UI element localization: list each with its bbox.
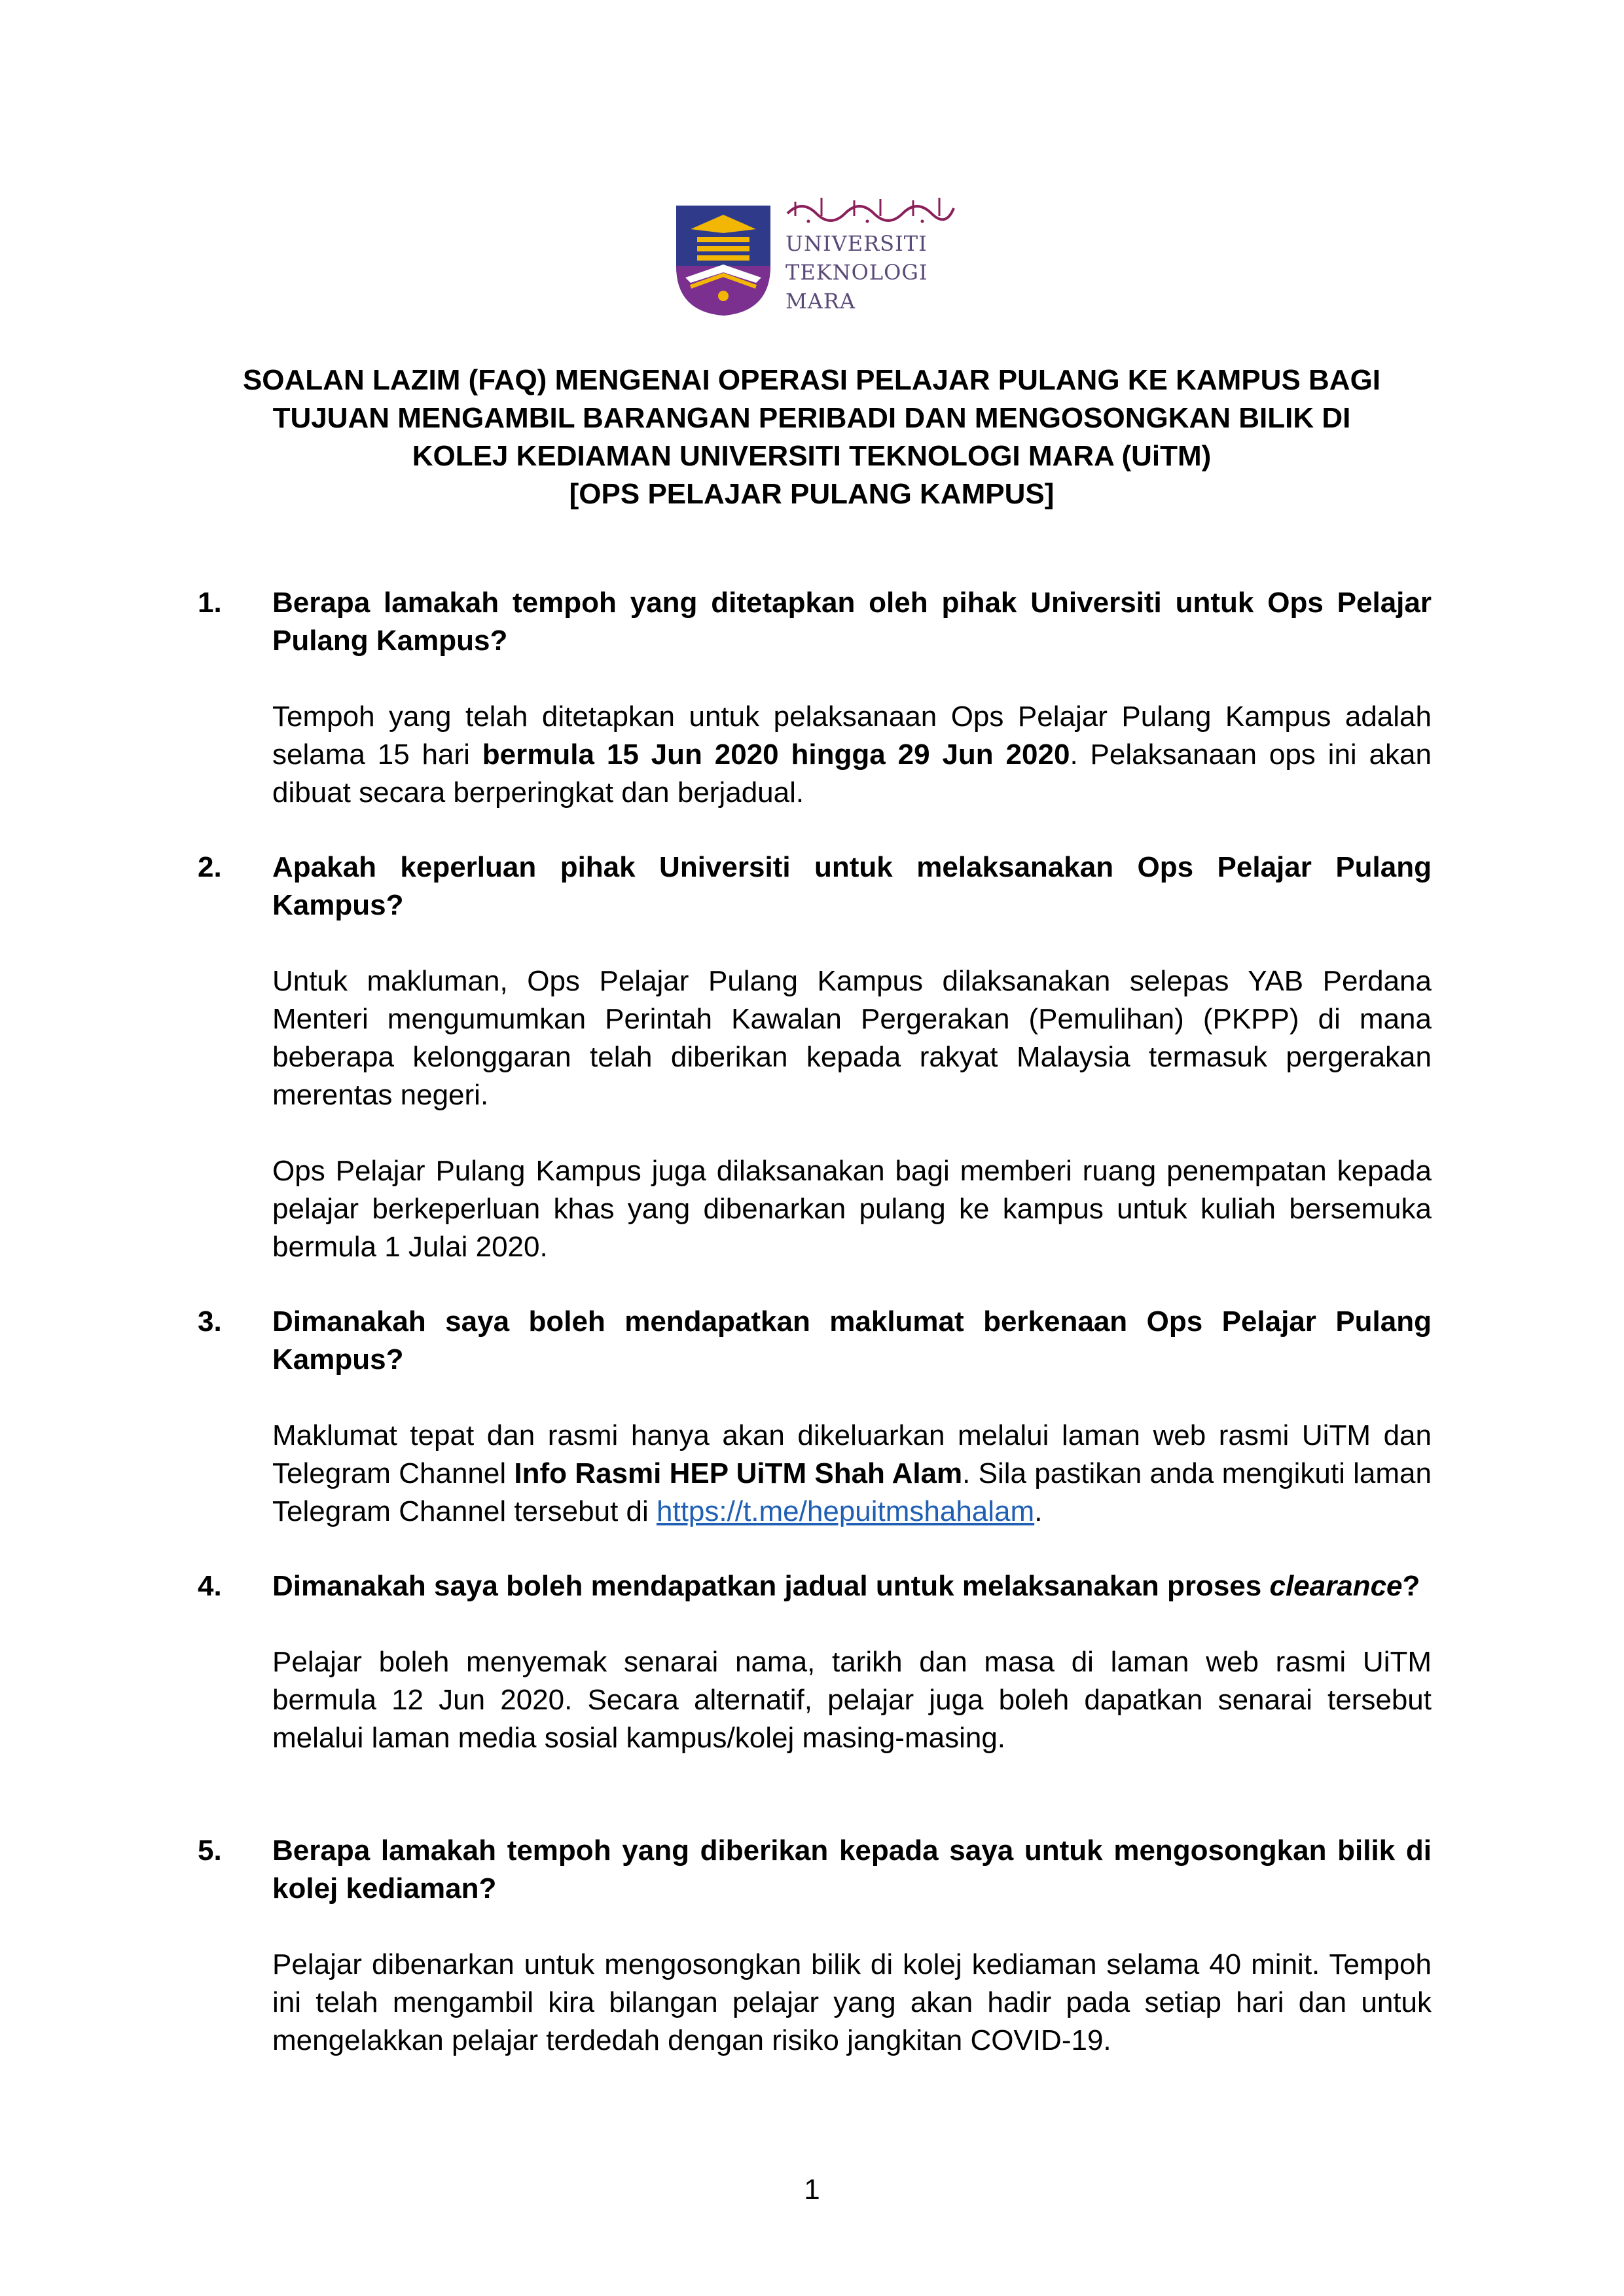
logo-word-universiti: UNIVERSITI (785, 231, 928, 256)
faq-answer: Ops Pelajar Pulang Kampus juga dilaksanakan bagi memberi ruang penempatan kepada pelajar berkeperluan khas yang dibenarkan pulang ke kampus untuk kuliah bersemuka bermula 1 Julai 2020. (272, 1155, 1432, 1263)
answer-text: Tempoh yang telah ditetapkan untuk pelaksanaan Ops Pelajar Pulang Kampus adalah selama 15 hari (272, 701, 1432, 771)
page-number: 1 (804, 2174, 820, 2206)
question-text: Dimanakah saya boleh mendapatkan jadual untuk melaksanakan proses (272, 1570, 1270, 1602)
uitm-logo (671, 194, 959, 325)
answer-text: . Pelaksanaan ops ini akan dibuat secara berperingkat dan berjadual. (272, 738, 1432, 809)
logo-word-mara: MARA (785, 289, 856, 314)
document-title (131, 361, 1492, 513)
uitm-shield-icon (671, 200, 776, 318)
faq-item-4 (198, 1567, 1432, 1757)
question-italic-text: clearance (1269, 1570, 1403, 1602)
title-line-4: [OPS PELAJAR PULANG KAMPUS] (569, 478, 1055, 510)
faq-number: 4. (198, 1570, 222, 1602)
telegram-channel-link[interactable]: https://t.me/hepuitmshahalam (657, 1495, 1035, 1527)
title-line-2: TUJUAN MENGAMBIL BARANGAN PERIBADI DAN MENGOSONGKAN BILIK DI (272, 402, 1351, 434)
answer-text: . (1034, 1495, 1043, 1527)
faq-number: 2. (198, 851, 222, 883)
faq-number: 5. (198, 1834, 222, 1867)
title-line-1: SOALAN LAZIM (FAQ) MENGENAI OPERASI PELAJAR PULANG KE KAMPUS BAGI (242, 364, 1381, 396)
faq-answer: Pelajar boleh menyemak senarai nama, tarikh dan masa di laman web rasmi UiTM bermula 12 Jun 2020. Secara alternatif, pelajar juga boleh dapatkan senarai tersebut melalui laman media sosial kampus/kolej masing-masing. (272, 1646, 1432, 1754)
answer-bold-text: Info Rasmi HEP UiTM Shah Alam (514, 1457, 963, 1489)
answer-bold-text: bermula 15 Jun 2020 hingga 29 Jun 2020 (482, 738, 1070, 771)
faq-item-1 (198, 584, 1432, 812)
faq-question: Apakah keperluan pihak Universiti untuk melaksanakan Ops Pelajar Pulang Kampus? (272, 851, 1432, 921)
faq-question: Berapa lamakah tempoh yang ditetapkan oleh pihak Universiti untuk Ops Pelajar Pulang Kampus? (272, 587, 1432, 657)
faq-question (272, 1567, 1432, 1605)
faq-item-5 (198, 1832, 1432, 2060)
answer-text: Maklumat tepat dan rasmi hanya akan dikeluarkan melalui laman web rasmi UiTM dan Telegram Channel (272, 1419, 1432, 1489)
faq-answer: Untuk makluman, Ops Pelajar Pulang Kampus dilaksanakan selepas YAB Perdana Menteri mengumumkan Perintah Kawalan Pergerakan (Pemulihan) (PKPP) di mana beberapa kelonggaran telah diberikan kepada rakyat Malaysia termasuk pergerakan merentas negeri. (272, 965, 1432, 1111)
answer-text: . Sila pastikan anda mengikuti laman Telegram Channel tersebut di (272, 1457, 1432, 1527)
faq-answer (272, 698, 1432, 812)
faq-item-2 (198, 848, 1432, 1266)
jawi-script-logo (782, 194, 959, 225)
faq-question: Berapa lamakah tempoh yang diberikan kepada saya untuk mengosongkan bilik di kolej kediaman? (272, 1834, 1432, 1904)
faq-question: Dimanakah saya boleh mendapatkan maklumat berkenaan Ops Pelajar Pulang Kampus? (272, 1305, 1432, 1376)
title-line-3: KOLEJ KEDIAMAN UNIVERSITI TEKNOLOGI MARA (UiTM) (412, 440, 1212, 472)
question-text: ? (1402, 1570, 1420, 1602)
faq-answer: Pelajar dibenarkan untuk mengosongkan bilik di kolej kediaman selama 40 minit. Tempoh ini telah mengambil kira bilangan pelajar yang akan hadir pada setiap hari dan untuk mengelakkan pelajar terdedah dengan risiko jangkitan COVID-19. (272, 1948, 1432, 2056)
logo-wordmark (785, 229, 928, 316)
faq-number: 1. (198, 587, 222, 619)
logo-word-teknologi: TEKNOLOGI (785, 260, 928, 285)
faq-answer (272, 1417, 1432, 1531)
faq-item-3 (198, 1303, 1432, 1531)
faq-number: 3. (198, 1305, 222, 1338)
